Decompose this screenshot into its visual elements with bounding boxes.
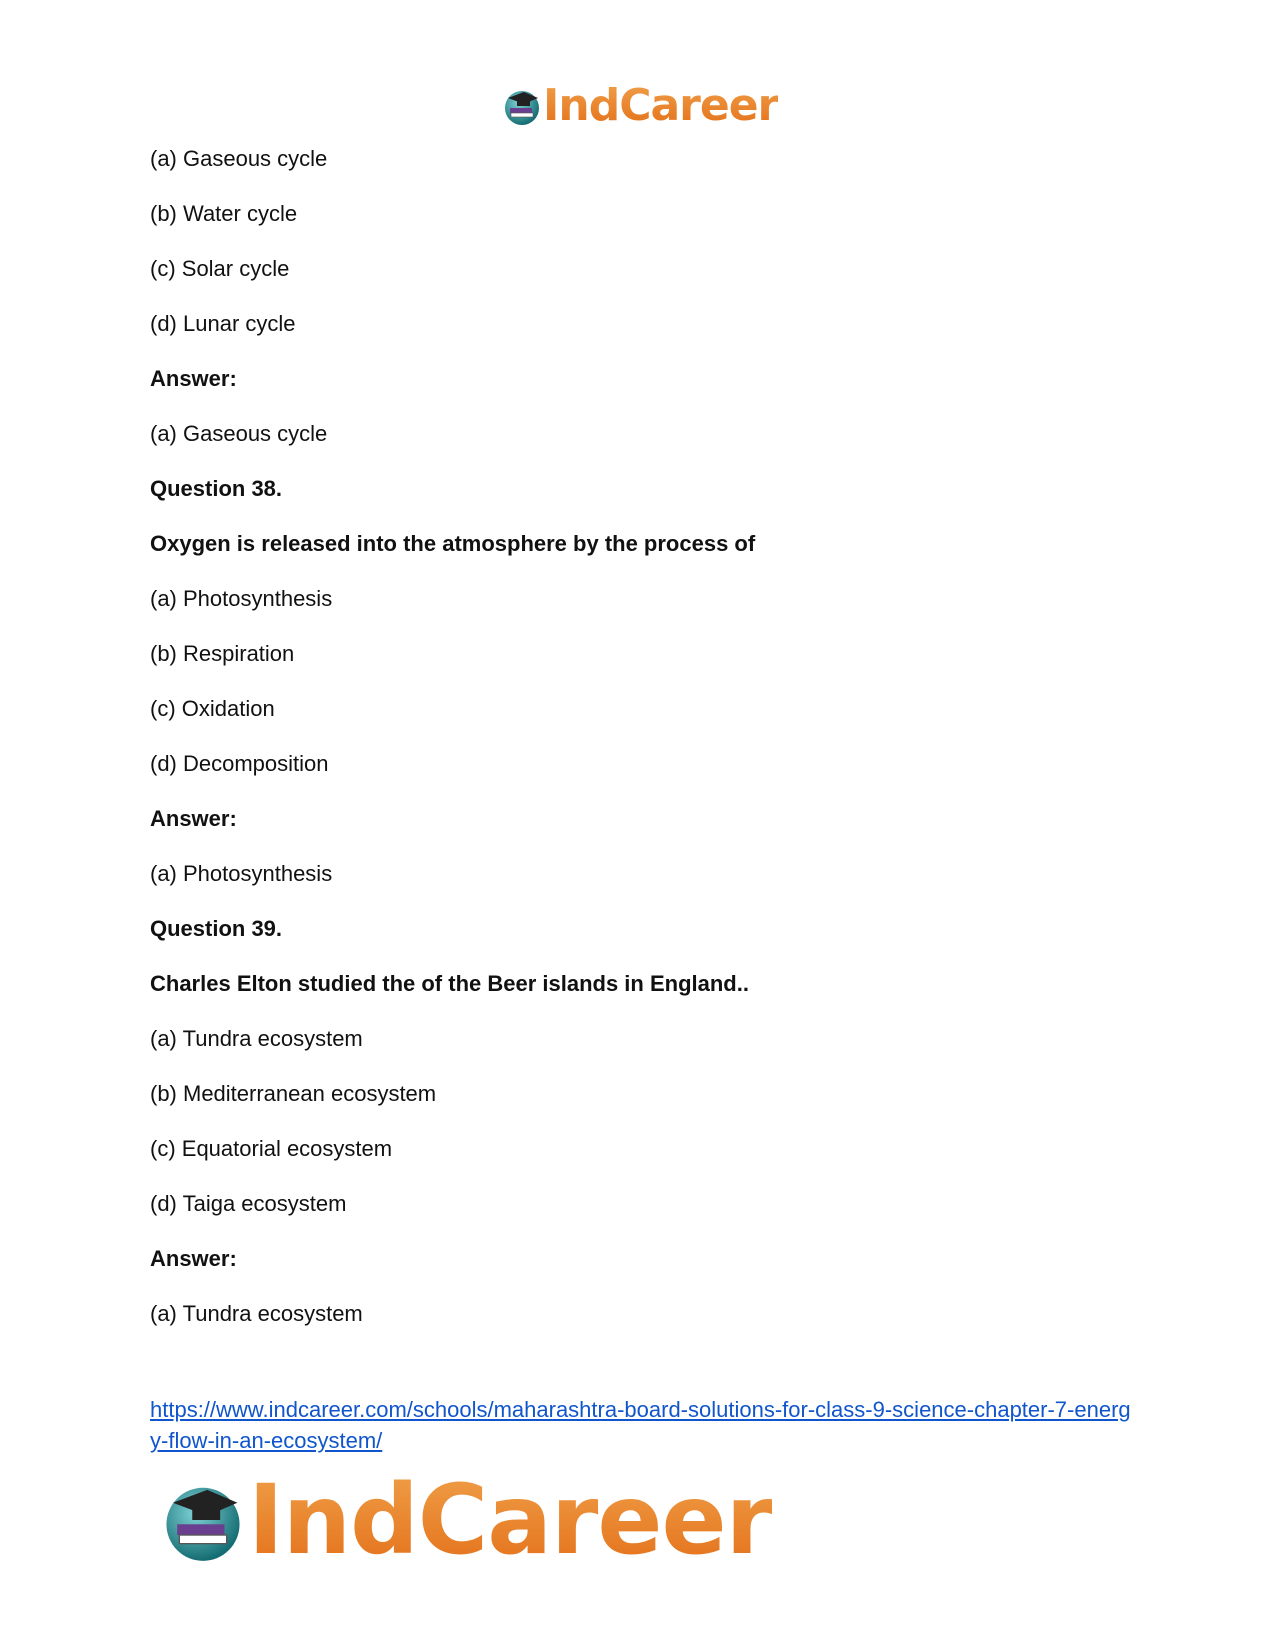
text-line: Question 38. (150, 476, 283, 501)
graduation-globe-icon (160, 1477, 246, 1563)
source-url-link[interactable]: https://www.indcareer.com/schools/maharashtra-board-solutions-for-class-9-science-chapter-7-energy-flow-in-an-ecosystem/ (150, 1397, 1131, 1453)
document-body (150, 146, 1150, 1356)
text-line: Answer: (150, 1246, 237, 1271)
text-line: (b) Water cycle (150, 201, 298, 226)
text-line: (b) Respiration (150, 641, 295, 666)
text-line: (a) Tundra ecosystem (150, 1026, 363, 1051)
text-line: Answer: (150, 806, 237, 831)
text-line: (a) Gaseous cycle (150, 421, 328, 446)
text-line: Answer: (150, 366, 237, 391)
footer-logo (160, 1464, 772, 1576)
text-line: (d) Decomposition (150, 751, 329, 776)
text-line: (d) Lunar cycle (150, 311, 296, 336)
text-line: (c) Oxidation (150, 696, 275, 721)
header-logo (502, 80, 778, 131)
logo-text: IndCareer (248, 1464, 772, 1576)
logo-text: IndCareer (543, 80, 779, 131)
text-line: (b) Mediterranean ecosystem (150, 1081, 437, 1106)
text-line: (a) Photosynthesis (150, 861, 333, 886)
graduation-globe-icon (502, 86, 542, 126)
text-line: Oxygen is released into the atmosphere by the process of (150, 531, 756, 556)
text-line: (d) Taiga ecosystem (150, 1191, 347, 1216)
text-line: (a) Photosynthesis (150, 586, 333, 611)
text-line: (a) Gaseous cycle (150, 146, 328, 171)
text-line: (c) Solar cycle (150, 256, 290, 281)
text-line: Question 39. (150, 916, 283, 941)
text-line: Charles Elton studied the of the Beer islands in England.. (150, 971, 749, 996)
text-line: (c) Equatorial ecosystem (150, 1136, 393, 1161)
text-line: (a) Tundra ecosystem (150, 1301, 363, 1326)
